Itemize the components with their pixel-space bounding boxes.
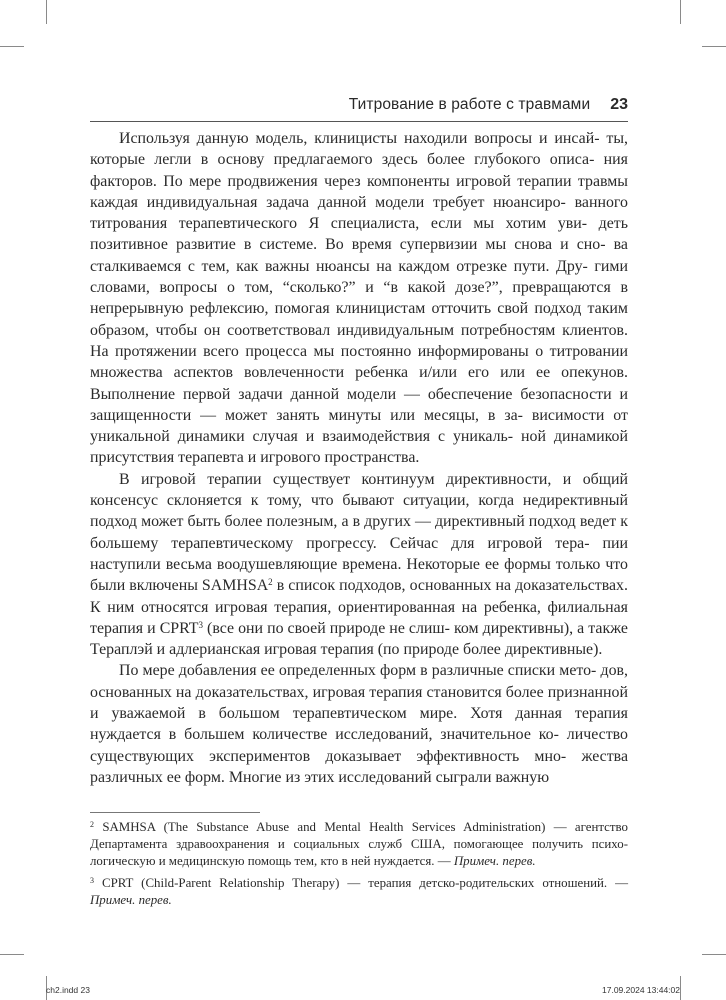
text-line: доказательствах. К ним относятся игровая терапия, ориентированная на bbox=[90, 577, 628, 616]
text-line: терапия нуждается в большем количестве исследований, значительное ко- bbox=[90, 705, 628, 744]
text-line: таким образом, чтобы он соответствовал индивидуальным потребностям bbox=[90, 300, 628, 339]
text-line: пии наступили весьма воодушевляющие времена. Некоторые ее формы bbox=[90, 534, 628, 573]
text-line: ком директивны), а также Тераплэй и адлерианская игровая терапия (по bbox=[90, 619, 628, 659]
text-line: личество существующих экспериментов доказывает эффективность мно- bbox=[90, 726, 628, 765]
footnote-3 bbox=[90, 875, 628, 909]
slug-file: ch2.indd 23 bbox=[46, 985, 90, 995]
text-line: природе более директивные). bbox=[403, 641, 603, 659]
crop-mark-left-bottom bbox=[0, 954, 24, 955]
text-line: деть позитивное развитие в системе. Во время супервизии мы снова и сно- bbox=[90, 215, 628, 254]
text-line: ты, которые легли в основу предлагаемого здесь более глубокого описа- bbox=[90, 130, 628, 169]
slug-timestamp: 17.09.2024 13:44:02 bbox=[602, 985, 680, 995]
body-text bbox=[90, 128, 628, 788]
text-line: ва сталкиваемся с тем, как важны нюансы на каждом отрезке пути. Дру- bbox=[90, 236, 628, 275]
paragraph-3 bbox=[90, 660, 628, 788]
text-line: в список подходов, основанных на bbox=[276, 577, 511, 595]
footnote-rule bbox=[90, 812, 260, 813]
footnote-2 bbox=[90, 819, 628, 871]
text-line: Используя данную модель, клиницисты находили вопросы и инсай- bbox=[119, 130, 600, 147]
running-header-title: Титрование в работе с травмами bbox=[348, 96, 591, 113]
footnote-line: CPRT (Child-Parent Relationship Therapy) — терапия детско-родительских отношений. — bbox=[101, 875, 628, 890]
translator-note: Примеч. перев. bbox=[90, 892, 172, 907]
crop-mark-right-bottom bbox=[702, 954, 726, 955]
crop-mark-top-right bbox=[680, 0, 681, 24]
paragraph-1 bbox=[90, 128, 628, 469]
text-line: только что были включены SAMHSA bbox=[90, 555, 628, 595]
text-line: в непрерывную рефлексию, помогая клиницистам отточить свой подход bbox=[90, 279, 628, 318]
text-line: ведет к большему терапевтическому прогрессу. Сейчас для игровой тера- bbox=[90, 513, 629, 552]
text-line: клиентов. На протяжении всего процесса мы постоянно информированы bbox=[90, 321, 628, 360]
text-line: признанной и уважаемой в большом терапевтическом мире. Хотя данная bbox=[90, 683, 628, 723]
text-line: консенсус склоняется к тому, что бывают ситуации, когда недирективный bbox=[90, 492, 628, 510]
crop-mark-left-top bbox=[0, 46, 24, 47]
footnote-line: Департамента здравоохранения и социальных служб США, помогающее получить психо- bbox=[90, 837, 628, 852]
footnote-marker: 2 bbox=[90, 820, 94, 829]
text-line: ее опекунов. Выполнение первой задачи данной модели — обеспечение bbox=[90, 364, 628, 403]
text-line: жества различных ее форм. Многие из этих исследований сыграли важную bbox=[90, 747, 628, 786]
running-header bbox=[90, 96, 628, 118]
footnote-marker: 3 bbox=[90, 875, 94, 885]
footnote-line: SAMHSA (The Substance Abuse and Mental Health Services Administration) — агентство bbox=[102, 820, 628, 834]
text-line: ной динамикой присутствия терапевта и игрового пространства. bbox=[90, 428, 628, 467]
page-number: 23 bbox=[610, 96, 628, 113]
footnote-line: логическую и медицинскую помощь тем, кто в ней нуждается. — bbox=[90, 854, 454, 869]
text-line: дов, основанных на доказательствах, игровая терапия становится более bbox=[90, 662, 628, 701]
crop-mark-right-top bbox=[702, 46, 726, 47]
footnote-ref-2[interactable]: 2 bbox=[268, 577, 273, 588]
text-line: подход может быть более полезным, а в других — директивный подход bbox=[90, 513, 576, 531]
paragraph-2 bbox=[90, 469, 628, 661]
text-line: По мере добавления ее определенных форм в различные списки мето- bbox=[119, 662, 597, 680]
footnotes bbox=[90, 819, 628, 913]
crop-mark-top-left bbox=[46, 0, 47, 24]
crop-mark-bottom-right bbox=[680, 976, 681, 1000]
text-line: гими словами, вопросы о том, “сколько?” и “в какой дозе?”, превращаются bbox=[90, 257, 628, 297]
translator-note: Примеч. перев. bbox=[453, 854, 536, 869]
text-line: В игровой терапии существует континуум директивности, и общий bbox=[119, 470, 628, 488]
text-line: о титровании множества аспектов вовлеченности ребенка и/или его или bbox=[90, 342, 628, 382]
text-line: висимости от уникальной динамики случая и взаимодействия с уникаль- bbox=[90, 406, 628, 446]
header-rule bbox=[90, 121, 628, 122]
footnote-ref-3[interactable]: 3 bbox=[198, 619, 203, 630]
text-line: ванного титрования терапевтического Я специалиста, если мы хотим уви- bbox=[90, 193, 628, 233]
text-line: ния факторов. По мере продвижения через компоненты игровой терапии bbox=[90, 151, 628, 190]
text-line: безопасности и защищенности — может занять минуты или месяцы, в за- bbox=[90, 385, 628, 424]
text-line: травмы каждая индивидуальная задача данной модели требует нюансиро- bbox=[90, 172, 628, 211]
text-line: ребенка, филиальная терапия и CPRT bbox=[90, 598, 628, 637]
text-line: (все они по своей природе не слиш- bbox=[207, 619, 450, 637]
